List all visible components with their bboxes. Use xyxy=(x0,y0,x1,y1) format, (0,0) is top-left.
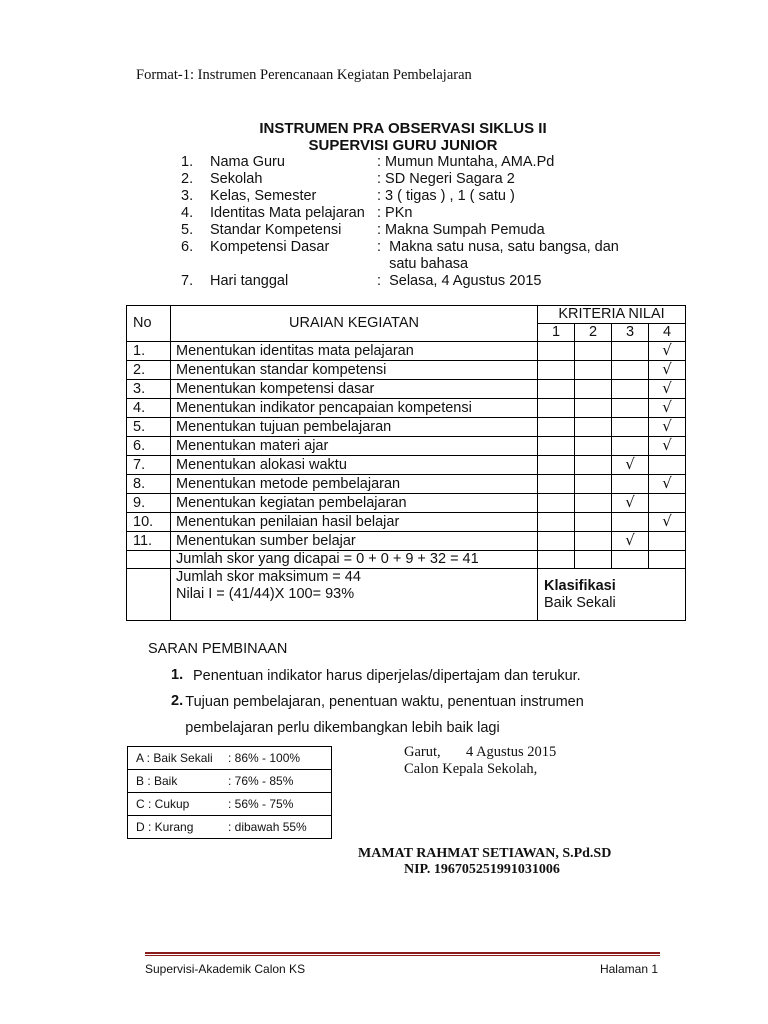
score-header: 2 xyxy=(575,324,612,342)
grade-legend xyxy=(127,746,332,839)
score-cell xyxy=(575,437,612,456)
identity-label: Sekolah xyxy=(210,171,263,187)
signature-position: Calon Kepala Sekolah, xyxy=(404,761,538,777)
jumlah-dicapai: Jumlah skor yang dicapai = 0 + 0 + 9 + 32 = 41 xyxy=(171,551,538,569)
score-cell xyxy=(538,437,575,456)
row-no: 7. xyxy=(127,456,171,475)
score-cell xyxy=(649,380,686,399)
identity-label: Nama Guru xyxy=(210,154,285,170)
saran-num: 2. xyxy=(171,693,184,709)
row-desc: Menentukan sumber belajar xyxy=(171,532,538,551)
footer-divider xyxy=(145,952,660,954)
header-kriteria: KRITERIA NILAI xyxy=(538,306,686,324)
check-icon: √ xyxy=(625,531,635,549)
row-no: 10. xyxy=(127,513,171,532)
signature-place-date: Garut, 4 Agustus 2015 xyxy=(404,744,557,760)
row-no: 4. xyxy=(127,399,171,418)
row-no: 5. xyxy=(127,418,171,437)
identity-value: : Makna Sumpah Pemuda xyxy=(377,222,545,238)
table-row xyxy=(127,475,686,494)
check-icon: √ xyxy=(625,493,635,511)
score-cell xyxy=(575,475,612,494)
saran-list xyxy=(171,667,651,745)
score-cell xyxy=(649,418,686,437)
score-cell xyxy=(538,342,575,361)
row-no: 3. xyxy=(127,380,171,399)
score-cell xyxy=(612,551,649,569)
identity-value: : SD Negeri Sagara 2 xyxy=(377,171,515,187)
table-header-row xyxy=(127,306,686,324)
score-cell xyxy=(575,456,612,475)
identity-value: : PKn xyxy=(377,205,413,221)
identity-value: : 3 ( tigas ) , 1 ( satu ) xyxy=(377,188,515,204)
legend-range: : 56% - 75% xyxy=(228,793,332,816)
score-cell xyxy=(649,437,686,456)
footer-page: Halaman 1 xyxy=(599,962,658,976)
row-no: 2. xyxy=(127,361,171,380)
legend-row xyxy=(128,793,332,816)
identity-num: 5. xyxy=(181,222,194,238)
identity-value: : Makna satu nusa, satu bangsa, dan satu bahasa xyxy=(377,239,619,272)
row-desc: Menentukan kompetensi dasar xyxy=(171,380,538,399)
nilai: Nilai I = (41/44)X 100= 93% xyxy=(176,586,355,602)
header-uraian: URAIAN KEGIATAN xyxy=(171,306,538,342)
klasifikasi-value: Baik Sekali xyxy=(544,594,616,611)
footer-divider-thin xyxy=(145,955,660,956)
score-cell xyxy=(612,361,649,380)
identity-row xyxy=(181,205,619,222)
summary-no xyxy=(127,569,171,621)
score-cell xyxy=(649,399,686,418)
score-cell xyxy=(538,475,575,494)
assessment-table xyxy=(126,305,686,621)
score-header: 3 xyxy=(612,324,649,342)
identity-list xyxy=(181,154,619,290)
sum-no xyxy=(127,551,171,569)
score-cell xyxy=(649,532,686,551)
score-cell xyxy=(575,342,612,361)
check-icon: √ xyxy=(662,474,672,492)
score-cell xyxy=(649,475,686,494)
klasifikasi-cell xyxy=(538,569,686,621)
legend-range: : 86% - 100% xyxy=(228,747,332,770)
row-no: 1. xyxy=(127,342,171,361)
score-cell xyxy=(538,418,575,437)
table-row xyxy=(127,418,686,437)
score-cell xyxy=(538,513,575,532)
table-row xyxy=(127,456,686,475)
score-cell xyxy=(538,399,575,418)
header-no: No xyxy=(127,306,171,342)
sum-row xyxy=(127,551,686,569)
identity-row xyxy=(181,188,619,205)
saran-num: 1. xyxy=(171,667,184,683)
format-line: Format-1: Instrumen Perencanaan Kegiatan Pembelajaran xyxy=(136,67,472,83)
table-row xyxy=(127,342,686,361)
identity-row xyxy=(181,239,619,273)
identity-value: : Selasa, 4 Agustus 2015 xyxy=(377,273,542,289)
row-no: 8. xyxy=(127,475,171,494)
score-cell xyxy=(612,456,649,475)
score-cell xyxy=(538,551,575,569)
score-cell xyxy=(538,494,575,513)
identity-num: 6. xyxy=(181,239,194,255)
identity-row xyxy=(181,222,619,239)
klasifikasi-label: Klasifikasi xyxy=(544,577,616,594)
row-desc: Menentukan alokasi waktu xyxy=(171,456,538,475)
legend-grade: B : Baik xyxy=(128,770,229,793)
score-header: 4 xyxy=(649,324,686,342)
check-icon: √ xyxy=(662,417,672,435)
row-desc: Menentukan penilaian hasil belajar xyxy=(171,513,538,532)
signature-name: MAMAT RAHMAT SETIAWAN, S.Pd.SD xyxy=(358,846,612,861)
saran-title: SARAN PEMBINAAN xyxy=(148,641,288,657)
score-cell xyxy=(575,513,612,532)
identity-row xyxy=(181,273,619,290)
score-cell xyxy=(575,380,612,399)
check-icon: √ xyxy=(662,341,672,359)
row-desc: Menentukan indikator pencapaian kompetensi xyxy=(171,399,538,418)
score-cell xyxy=(612,494,649,513)
check-icon: √ xyxy=(625,455,635,473)
score-cell xyxy=(575,551,612,569)
score-cell xyxy=(612,399,649,418)
signature-nip: NIP. 196705251991031006 xyxy=(404,862,560,877)
score-cell xyxy=(649,342,686,361)
table-row xyxy=(127,532,686,551)
footer-left: Supervisi-Akademik Calon KS xyxy=(145,962,306,976)
legend-grade: A : Baik Sekali xyxy=(128,747,229,770)
row-desc: Menentukan metode pembelajaran xyxy=(171,475,538,494)
row-desc: Menentukan materi ajar xyxy=(171,437,538,456)
saran-item xyxy=(171,667,651,689)
legend-row xyxy=(128,770,332,793)
score-cell xyxy=(575,361,612,380)
score-cell xyxy=(538,532,575,551)
score-cell xyxy=(649,456,686,475)
row-no: 6. xyxy=(127,437,171,456)
table-row xyxy=(127,494,686,513)
check-icon: √ xyxy=(662,512,672,530)
check-icon: √ xyxy=(662,398,672,416)
saran-item xyxy=(171,693,651,741)
identity-label: Hari tanggal xyxy=(210,273,289,289)
identity-row xyxy=(181,171,619,188)
summary-row xyxy=(127,569,686,621)
table-row xyxy=(127,437,686,456)
score-cell xyxy=(649,551,686,569)
score-cell xyxy=(575,418,612,437)
identity-num: 3. xyxy=(181,188,194,204)
score-cell xyxy=(649,361,686,380)
score-cell xyxy=(612,513,649,532)
document-title: INSTRUMEN PRA OBSERVASI SIKLUS II xyxy=(259,120,547,137)
table-row xyxy=(127,380,686,399)
row-desc: Menentukan kegiatan pembelajaran xyxy=(171,494,538,513)
score-cell xyxy=(612,418,649,437)
row-no: 9. xyxy=(127,494,171,513)
legend-range: : dibawah 55% xyxy=(228,816,332,839)
identity-label: Identitas Mata pelajaran xyxy=(210,205,365,221)
saran-text: Tujuan pembelajaran, penentuan waktu, penentuan instrumen pembelajaran perlu dikembangkan lebih baik lagi xyxy=(185,694,584,736)
row-desc: Menentukan standar kompetensi xyxy=(171,361,538,380)
score-cell xyxy=(575,399,612,418)
legend-range: : 76% - 85% xyxy=(228,770,332,793)
score-cell xyxy=(649,513,686,532)
score-header: 1 xyxy=(538,324,575,342)
identity-label: Kelas, Semester xyxy=(210,188,317,204)
score-cell xyxy=(538,380,575,399)
score-cell xyxy=(612,342,649,361)
row-desc: Menentukan tujuan pembelajaran xyxy=(171,418,538,437)
table-row xyxy=(127,513,686,532)
check-icon: √ xyxy=(662,436,672,454)
score-cell xyxy=(612,532,649,551)
identity-label: Standar Kompetensi xyxy=(210,222,342,238)
score-cell xyxy=(649,494,686,513)
table-row xyxy=(127,361,686,380)
summary-text xyxy=(171,569,538,621)
score-cell xyxy=(612,380,649,399)
legend-row xyxy=(128,816,332,839)
identity-num: 1. xyxy=(181,154,194,170)
identity-num: 4. xyxy=(181,205,194,221)
score-cell xyxy=(538,361,575,380)
identity-value: : Mumun Muntaha, AMA.Pd xyxy=(377,154,555,170)
score-cell xyxy=(538,456,575,475)
identity-row xyxy=(181,154,619,171)
jumlah-maksimum: Jumlah skor maksimum = 44 xyxy=(176,569,361,585)
check-icon: √ xyxy=(662,360,672,378)
table-row xyxy=(127,399,686,418)
check-icon: √ xyxy=(662,379,672,397)
saran-text: Penentuan indikator harus diperjelas/dipertajam dan terukur. xyxy=(193,668,581,684)
row-desc: Menentukan identitas mata pelajaran xyxy=(171,342,538,361)
legend-grade: C : Cukup xyxy=(128,793,229,816)
score-cell xyxy=(612,437,649,456)
row-no: 11. xyxy=(127,532,171,551)
legend-grade: D : Kurang xyxy=(128,816,229,839)
legend-row xyxy=(128,747,332,770)
score-cell xyxy=(575,494,612,513)
signature-place xyxy=(404,744,556,778)
identity-num: 7. xyxy=(181,273,194,289)
identity-num: 2. xyxy=(181,171,194,187)
identity-label: Kompetensi Dasar xyxy=(210,239,330,255)
document-subtitle: SUPERVISI GURU JUNIOR xyxy=(308,137,498,154)
score-cell xyxy=(612,475,649,494)
score-cell xyxy=(575,532,612,551)
